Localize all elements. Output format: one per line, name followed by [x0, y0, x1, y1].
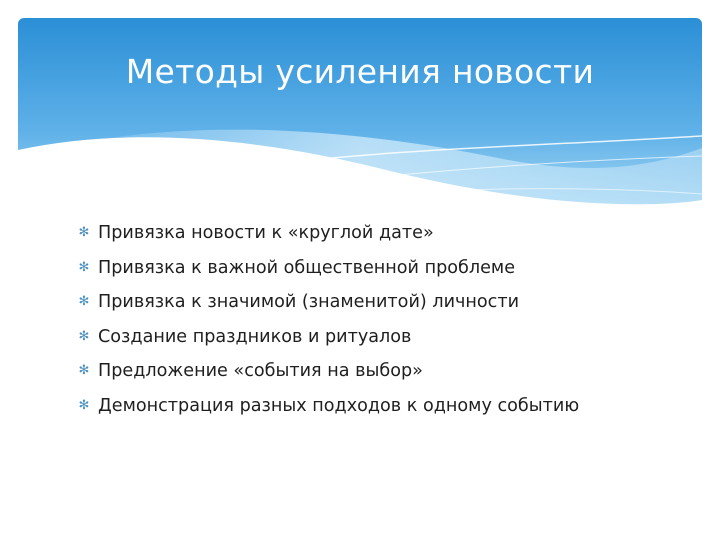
asterisk-bullet-icon: ✻: [78, 225, 90, 240]
bullet-item: [76, 320, 696, 355]
bullet-item: [76, 285, 696, 320]
asterisk-bullet-icon: ✻: [78, 294, 90, 309]
slide-title: Методы усиления новости: [125, 52, 595, 91]
header-band: [18, 18, 702, 208]
bullet-list: [76, 216, 696, 423]
bullet-text: Привязка к важной общественной проблеме: [98, 257, 516, 278]
bullet-item: [76, 216, 696, 251]
bullet-text: Предложение «события на выбор»: [98, 361, 423, 381]
bullet-item: [76, 389, 696, 424]
bullet-text: Привязка к значимой (знаменитой) личности: [98, 292, 520, 312]
asterisk-bullet-icon: ✻: [78, 397, 90, 413]
asterisk-bullet-icon: ✻: [78, 363, 90, 378]
bullet-text: Создание праздников и ритуалов: [98, 326, 412, 347]
asterisk-bullet-icon: ✻: [78, 259, 90, 275]
bullet-item: [76, 251, 696, 286]
asterisk-bullet-icon: ✻: [78, 328, 90, 344]
bullet-text: Привязка новости к «круглой дате»: [98, 223, 434, 243]
bullet-item: [76, 354, 696, 389]
bullet-text: Демонстрация разных подходов к одному событию: [98, 395, 580, 416]
header-wave-graphic: [18, 18, 702, 208]
